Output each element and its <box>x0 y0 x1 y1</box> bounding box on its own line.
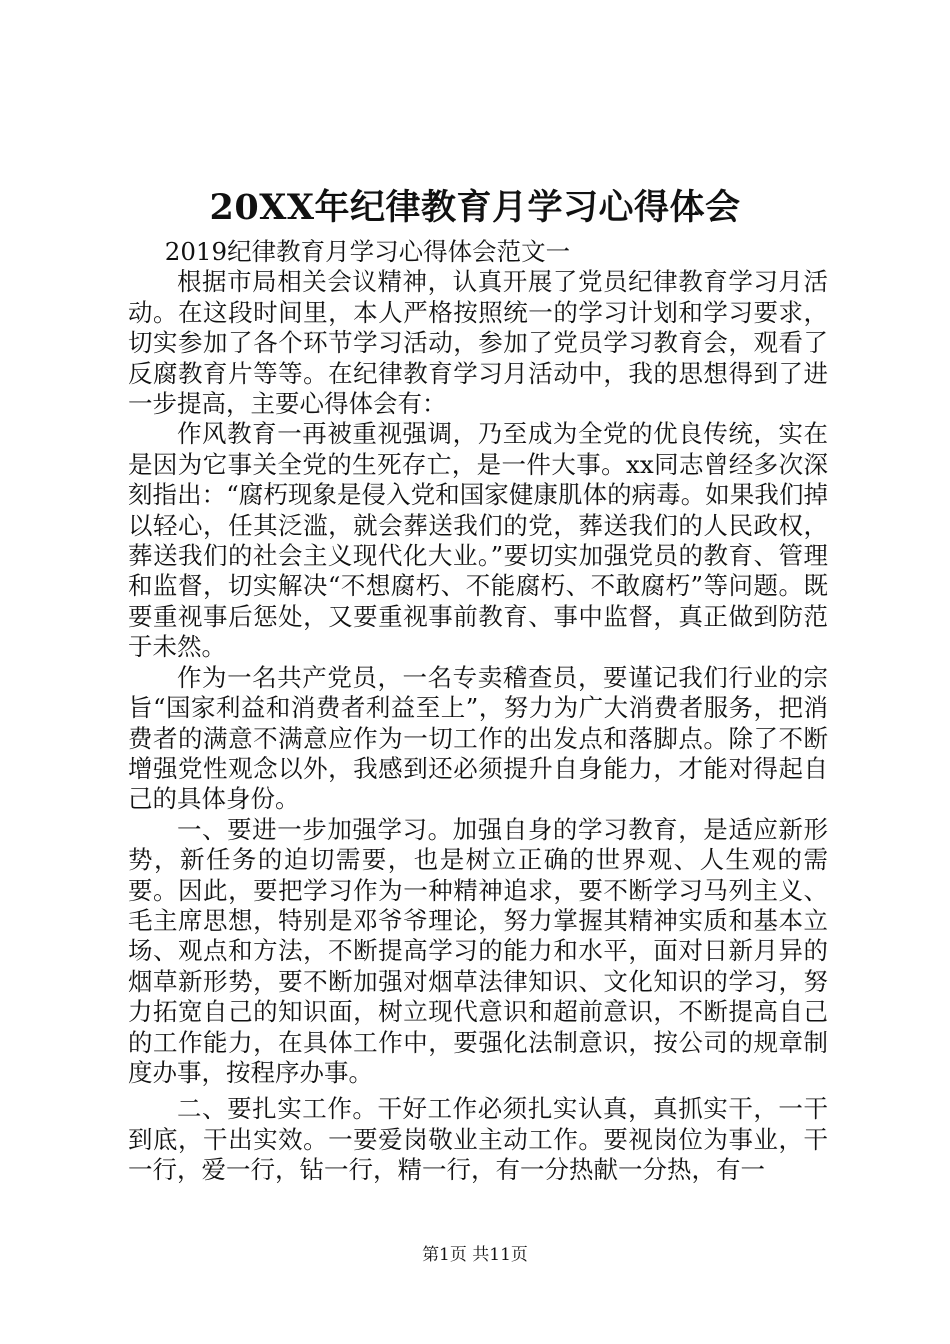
document-title: 20XX年纪律教育月学习心得体会 <box>209 187 741 228</box>
paragraph-2: 作风教育一再被重视强调，乃至成为全党的优良传统，实在是因为它事关全党的生死存亡，是一件大事。xx同志曾经多次深刻指出：“腐朽现象是侵入党和国家健康肌体的病毒。如果我们掉以轻心，任其泛滥，就会葬送我们的党，葬送我们的人民政权，葬送我们的社会主义现代化大业。”要切实加强党员的教育、管理和监督，切实解决“不想腐朽、不能腐朽、不敢腐朽”等问题。既要重视事后惩处，又要重视事前教育、事中监督，真正做到防范于未然。 <box>128 419 828 662</box>
page-footer: 第1页 共11页 <box>422 1245 528 1265</box>
paragraph-5: 二、要扎实工作。干好工作必须扎实认真，真抓实干，一干到底，干出实效。一要爱岗敬业主动工作。要视岗位为事业，干一行，爱一行，钻一行，精一行，有一分热献一分热，有一 <box>128 1094 828 1185</box>
paragraph-3: 作为一名共产党员，一名专卖稽查员，要谨记我们行业的宗旨“国家利益和消费者利益至上”，努力为广大消费者服务，把消费者的满意不满意应作为一切工作的出发点和落脚点。除了不断增强党性观念以外，我感到还必须提升自身能力，才能对得起自己的具体身份。 <box>128 662 828 814</box>
document-body <box>128 237 828 1186</box>
document-subtitle: 2019纪律教育月学习心得体会范文一 <box>164 237 571 266</box>
paragraph-1: 根据市局相关会议精神，认真开展了党员纪律教育学习月活动。在这段时间里，本人严格按照统一的学习计划和学习要求，切实参加了各个环节学习活动，参加了党员学习教育会，观看了反腐教育片等等。在纪律教育学习月活动中，我的思想得到了进一步提高，主要心得体会有： <box>128 267 828 419</box>
paragraph-4: 一、要进一步加强学习。加强自身的学习教育，是适应新形势，新任务的迫切需要，也是树立正确的世界观、人生观的需要。因此，要把学习作为一种精神追求，要不断学习马列主义、毛主席思想，特别是邓爷爷理论，努力掌握其精神实质和基本立场、观点和方法，不断提高学习的能力和水平，面对日新月异的烟草新形势，要不断加强对烟草法律知识、文化知识的学习，努力拓宽自己的知识面，树立现代意识和超前意识，不断提高自己的工作能力，在具体工作中，要强化法制意识，按公司的规章制度办事，按程序办事。 <box>128 814 828 1087</box>
